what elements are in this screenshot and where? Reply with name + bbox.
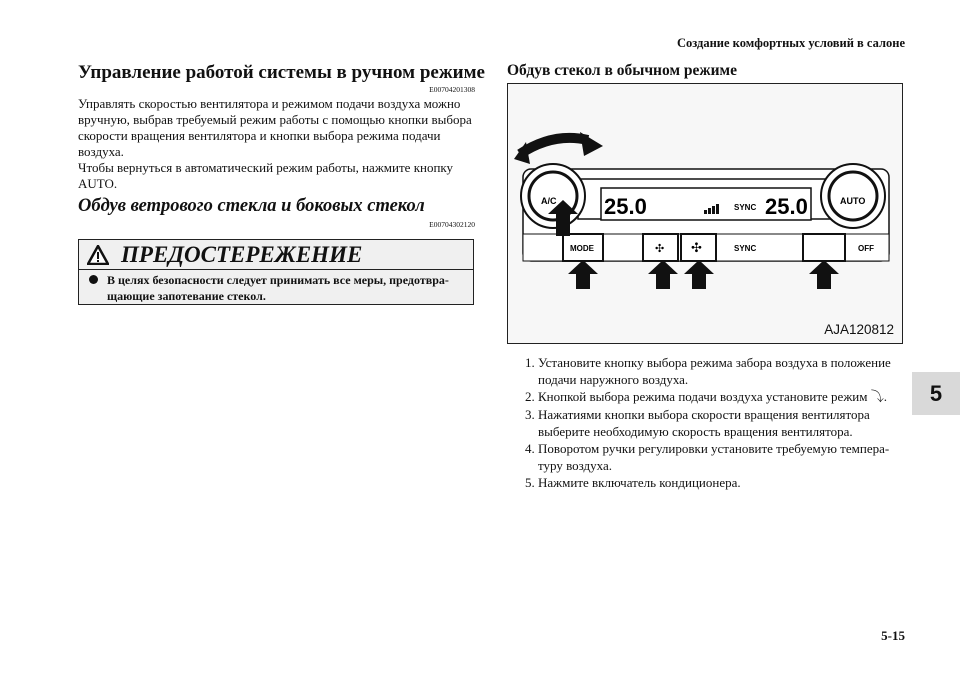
warning-title: ПРЕДОСТЕРЕЖЕНИЕ (121, 241, 363, 267)
subsection-code: E00704302120 (429, 220, 475, 229)
section-code: E00704201308 (429, 85, 475, 94)
fan-high-icon: ✣ (691, 240, 702, 255)
mode-button: MODE (570, 244, 594, 253)
auto-label: AUTO (840, 196, 866, 206)
bullet-icon (89, 275, 98, 284)
ac-label: A/C (541, 196, 557, 206)
warning-box (78, 239, 474, 305)
subsection-title: Обдув ветрового стекла и боковых стекол (78, 196, 425, 216)
steps-list (510, 354, 910, 492)
chapter-tab: 5 (912, 372, 960, 415)
display-sync: SYNC (734, 203, 757, 212)
button-row (523, 234, 889, 261)
step-end: . (883, 389, 888, 405)
step-item: 3. Нажатиями кнопки выбора скорости вращения вентилятора выберите необходимую скорость вращения вентилятора. (525, 406, 870, 439)
warning-text: В целях безопасности следует принимать все меры, предотвра-щающие запотевание стекол. (107, 273, 449, 303)
paragraph: Чтобы вернуться в автоматический режим работы, нажмите кнопку AUTO. (78, 160, 454, 191)
chapter-header: Создание комфортных условий в салоне (676, 36, 905, 50)
step-text: 2. Кнопкой выбора режима подачи воздуха установите режим (525, 389, 868, 405)
climate-panel-figure (507, 83, 903, 344)
page-number: 5-15 (881, 628, 905, 643)
rotate-arrow-icon (520, 138, 588, 154)
sync-button: SYNC (734, 244, 757, 253)
figure-code: AJA120812 (824, 322, 894, 337)
warning-header (79, 240, 473, 270)
defrost-foot-mode-icon: ⤵ (870, 389, 884, 405)
section-title: Управление работой системы в ручном режиме (78, 62, 485, 83)
fan-low-icon: ✣ (655, 243, 665, 255)
section-body (78, 96, 480, 192)
step-item (510, 388, 910, 405)
right-temp: 25.0 (765, 194, 808, 219)
step-item: 1. Установите кнопку выбора режима забора воздуха в положение подачи наружного воздуха. (525, 355, 891, 388)
off-button: OFF (858, 244, 874, 253)
warning-item (79, 270, 473, 304)
climate-panel-illustration (508, 84, 902, 343)
warning-triangle-icon (87, 245, 109, 265)
paragraph: Управлять скоростью вентилятора и режимом подачи воздуха можно вручную, выбрав требуемый режим работы с помощью кнопки выбора скорости вращения вентилятора и кнопки выбора режима подачи воздуха. (78, 96, 472, 159)
step-item: 4. Поворотом ручки регулировки установите требуемую темпера-туру воздуха. (525, 441, 890, 474)
step-item: 5. Нажмите включатель кондиционера. (525, 475, 741, 491)
subsection-title: Обдув стекол в обычном режиме (507, 62, 737, 79)
left-temp: 25.0 (604, 194, 647, 219)
